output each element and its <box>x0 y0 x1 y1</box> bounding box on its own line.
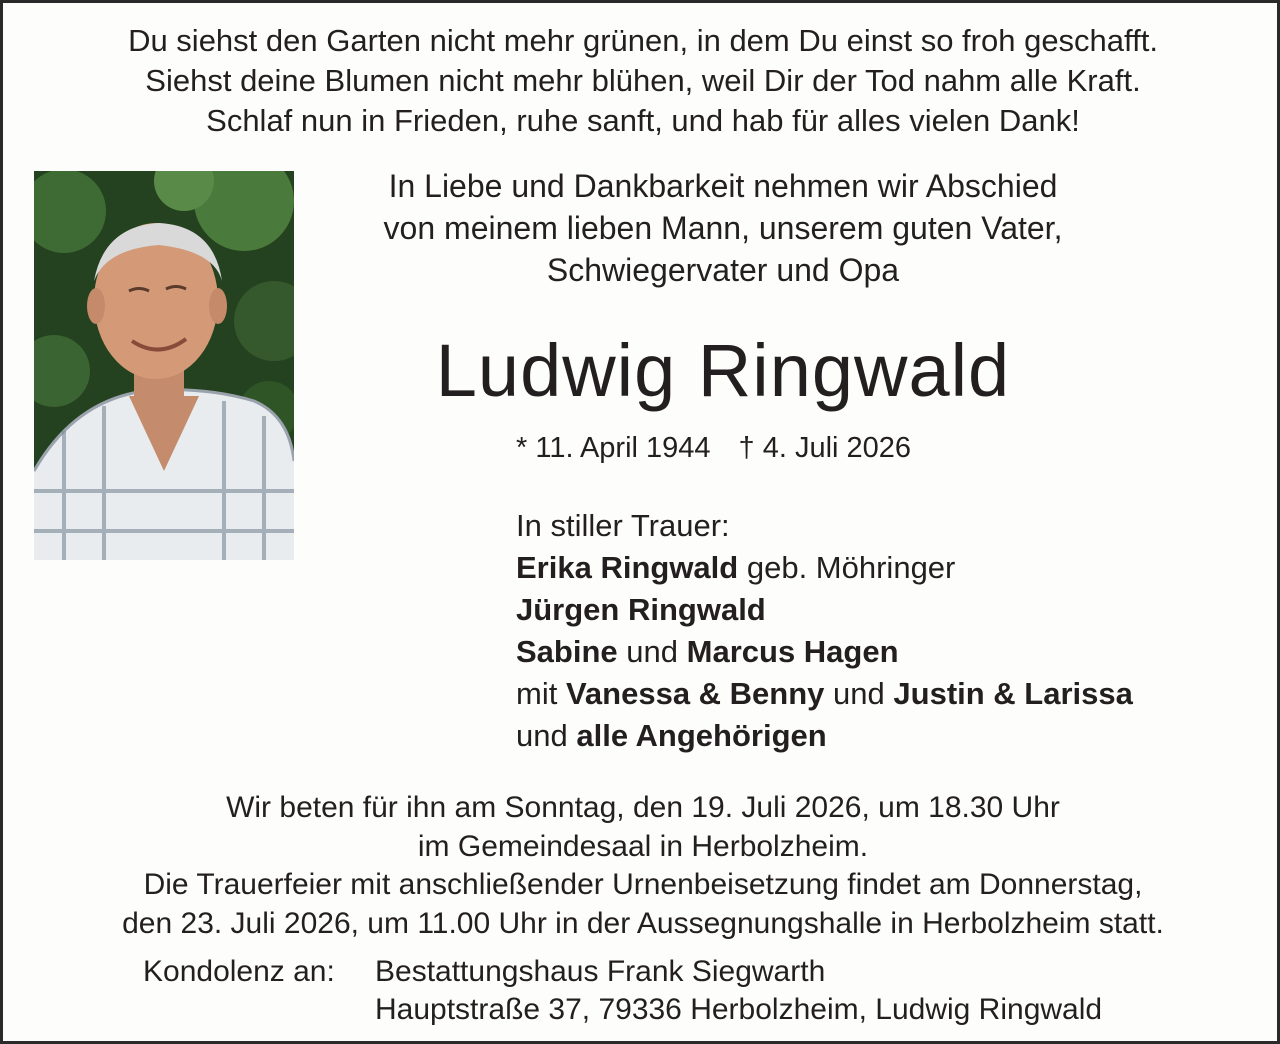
mourner-prefix: und <box>516 718 568 753</box>
service-line: Die Trauerfeier mit anschließender Urnenbeisetzung findet am Donnerstag, <box>143 868 1143 901</box>
condolence-line: Hauptstraße 37, 79336 Herbolzheim, Ludwig Ringwald <box>375 993 1103 1026</box>
mourner-name: Erika Ringwald <box>516 550 739 585</box>
mourner-line <box>516 547 1133 589</box>
intro-line: Schwiegervater und Opa <box>546 252 900 288</box>
memorial-verse <box>3 21 1280 141</box>
mourner-name: Justin & Larissa <box>893 676 1133 711</box>
mourner-line <box>516 715 1133 757</box>
mourner-name: Sabine <box>516 634 618 669</box>
mourners-heading: In stiller Trauer: <box>516 508 730 543</box>
mourner-name: alle Angehörigen <box>576 718 827 753</box>
condolence-recipient <box>375 953 1102 1029</box>
death-date: † 4. Juli 2026 <box>738 432 912 464</box>
verse-line: Siehst deine Blumen nicht mehr blühen, weil Dir der Tod nahm alle Kraft. <box>145 63 1141 98</box>
service-line: Wir beten für ihn am Sonntag, den 19. Juli 2026, um 18.30 Uhr <box>226 791 1060 824</box>
mourners-list <box>516 505 1133 757</box>
farewell-intro <box>303 165 1143 291</box>
mourner-name: Vanessa & Benny <box>565 676 825 711</box>
mourner-line <box>516 631 1133 673</box>
mourner-note: geb. Möhringer <box>746 550 956 585</box>
mourner-name: Marcus Hagen <box>686 634 899 669</box>
mourner-line <box>516 589 1133 631</box>
birth-date: * 11. April 1944 <box>516 432 711 464</box>
service-line: den 23. Juli 2026, um 11.00 Uhr in der Aussegnungshalle in Herbolzheim statt. <box>122 906 1164 940</box>
portrait-photo <box>34 171 294 560</box>
mourner-prefix: mit <box>516 676 558 711</box>
condolence-label: Kondolenz an: <box>143 955 335 988</box>
mourner-line <box>516 673 1133 715</box>
mourner-conjunction: und <box>833 676 885 711</box>
service-details <box>3 789 1280 943</box>
verse-line: Du siehst den Garten nicht mehr grünen, in dem Du einst so froh geschafft. <box>128 23 1158 58</box>
mourner-name: Jürgen Ringwald <box>516 592 766 627</box>
deceased-name: Ludwig Ringwald <box>435 329 1011 412</box>
mourner-conjunction: und <box>626 634 679 669</box>
service-line: im Gemeindesaal in Herbolzheim. <box>417 829 869 863</box>
intro-line: von meinem lieben Mann, unserem guten Vater, <box>383 210 1063 246</box>
verse-line: Schlaf nun in Frieden, ruhe sanft, und hab für alles vielen Dank! <box>206 103 1080 138</box>
life-dates <box>516 428 911 468</box>
intro-line: In Liebe und Dankbarkeit nehmen wir Abschied <box>388 168 1058 204</box>
condolence-line: Bestattungshaus Frank Siegwarth <box>375 955 826 988</box>
